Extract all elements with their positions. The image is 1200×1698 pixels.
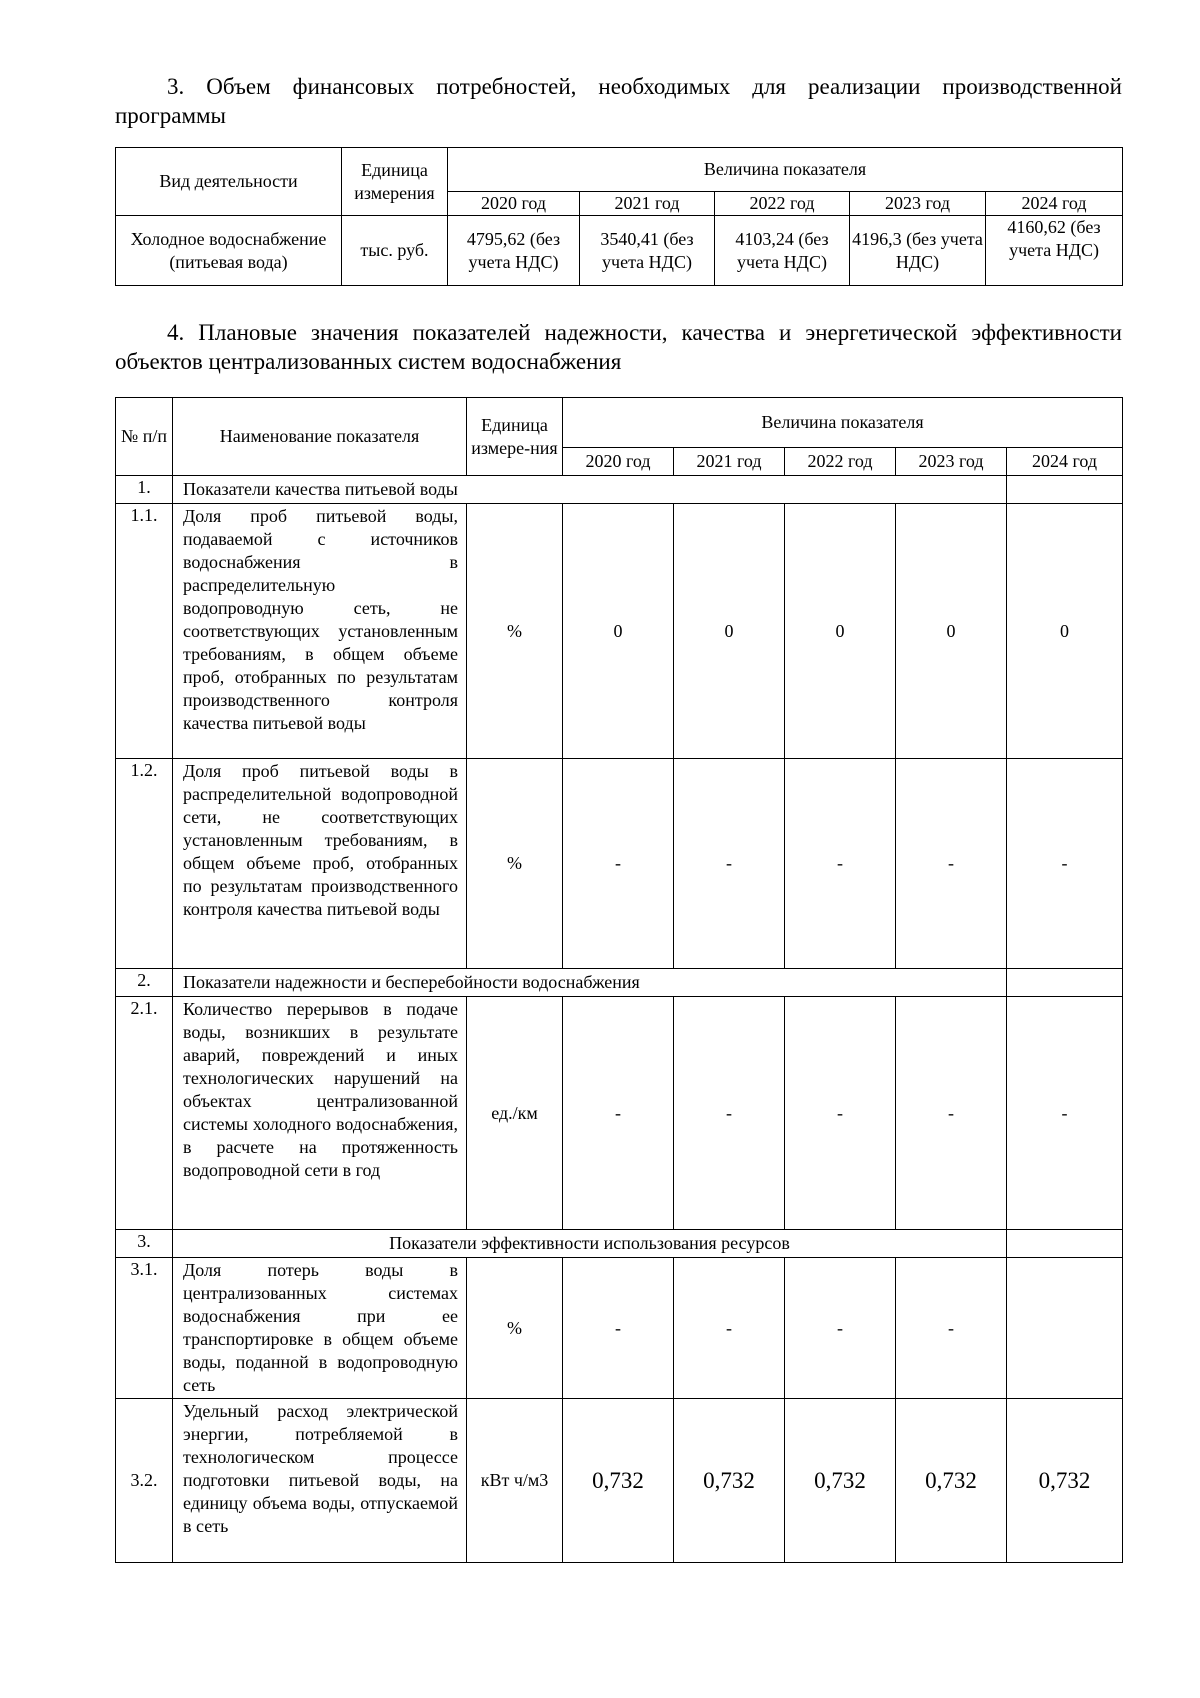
value-cell: - xyxy=(674,759,785,969)
value-cell xyxy=(1007,1258,1123,1399)
col-value-header: Величина показателя xyxy=(448,148,1123,192)
indicator-name: Доля проб питьевой воды в распределительной водопроводной сети, не соответствующих установленным требованиям, в общем объеме проб, отобранных по результатам производственного контроля качества питьевой воды xyxy=(173,759,467,969)
year-header: 2021 год xyxy=(580,192,715,216)
row-number: 1. xyxy=(116,476,173,504)
indicator-name: Доля потерь воды в централизованных системах водоснабжения при ее транспортировке в общем объеме воды, поданной в водопроводную сеть xyxy=(173,1258,467,1399)
value-cell: - xyxy=(1007,759,1123,969)
value-cell: - xyxy=(896,997,1007,1230)
unit-cell: тыс. руб. xyxy=(342,216,448,286)
table-row xyxy=(116,759,1123,969)
indicator-name: Доля проб питьевой воды, подаваемой с источников водоснабжения в распределительную водопроводную сеть, не соответствующих установленным требованиям, в общем объеме проб, отобранных по результатам производственного контроля качества питьевой воды xyxy=(173,504,467,759)
section-row xyxy=(116,1230,1123,1258)
section-3-heading: 3. Объем финансовых потребностей, необходимых для реализации производственной программы xyxy=(115,74,1122,128)
value-cell: 0,732 xyxy=(785,1399,896,1563)
value-cell: - xyxy=(785,997,896,1230)
row-number: 3.2. xyxy=(116,1399,173,1563)
value-cell: 0,732 xyxy=(896,1399,1007,1563)
value-cell: - xyxy=(563,997,674,1230)
col-activity-header: Вид деятельности xyxy=(116,148,342,216)
unit-cell: ед./км xyxy=(467,997,563,1230)
row-number: 1.1. xyxy=(116,504,173,759)
value-cell: - xyxy=(785,1258,896,1399)
value-cell: 4103,24 (без учета НДС) xyxy=(715,216,850,286)
year-header: 2023 год xyxy=(850,192,986,216)
col-unit-header: Единица измерения xyxy=(342,148,448,216)
value-cell: 0,732 xyxy=(674,1399,785,1563)
table-row xyxy=(116,504,1123,759)
year-header: 2024 год xyxy=(1007,448,1123,476)
row-number: 3.1. xyxy=(116,1258,173,1399)
value-cell: 3540,41 (без учета НДС) xyxy=(580,216,715,286)
year-header: 2020 год xyxy=(563,448,674,476)
value-cell: 0,732 xyxy=(1007,1399,1123,1563)
year-header: 2023 год xyxy=(896,448,1007,476)
table-row xyxy=(116,1258,1123,1399)
section-4-heading: 4. Плановые значения показателей надежности, качества и энергетической эффективности объектов централизованных систем водоснабжения xyxy=(115,320,1122,374)
value-cell: - xyxy=(674,1258,785,1399)
section-title: Показатели эффективности использования ресурсов xyxy=(173,1230,1007,1258)
value-cell: 0 xyxy=(785,504,896,759)
value-cell: - xyxy=(785,759,896,969)
value-cell: - xyxy=(674,997,785,1230)
row-number: 1.2. xyxy=(116,759,173,969)
value-cell: - xyxy=(563,759,674,969)
col-no-header: № п/п xyxy=(116,398,173,476)
financial-needs-table xyxy=(115,147,1123,286)
row-number: 3. xyxy=(116,1230,173,1258)
value-cell: 0,732 xyxy=(563,1399,674,1563)
empty-cell xyxy=(1007,1230,1123,1258)
year-header: 2024 год xyxy=(986,192,1123,216)
col-name-header: Наименование показателя xyxy=(173,398,467,476)
row-number: 2. xyxy=(116,969,173,997)
table-row xyxy=(116,216,1123,286)
value-cell: - xyxy=(896,759,1007,969)
section-title: Показатели надежности и бесперебойности водоснабжения xyxy=(173,969,1007,997)
value-cell: - xyxy=(563,1258,674,1399)
row-number: 2.1. xyxy=(116,997,173,1230)
empty-cell xyxy=(1007,476,1123,504)
unit-cell: % xyxy=(467,1258,563,1399)
value-cell: 0 xyxy=(896,504,1007,759)
table-row xyxy=(116,997,1123,1230)
value-cell: 0 xyxy=(1007,504,1123,759)
value-cell: 0 xyxy=(563,504,674,759)
year-header: 2022 год xyxy=(785,448,896,476)
section-title: Показатели качества питьевой воды xyxy=(173,476,1007,504)
year-header: 2020 год xyxy=(448,192,580,216)
performance-indicators-table xyxy=(115,397,1123,1563)
indicator-name: Удельный расход электрической энергии, потребляемой в технологическом процессе подготовки питьевой воды, на единицу объема воды, отпускаемой в сеть xyxy=(173,1399,467,1563)
indicator-name: Количество перерывов в подаче воды, возникших в результате аварий, повреждений и иных технологических нарушений на объектах централизованной системы холодного водоснабжения, в расчете на протяженность водопроводной сети в год xyxy=(173,997,467,1230)
unit-cell: кВт ч/м3 xyxy=(467,1399,563,1563)
unit-cell: % xyxy=(467,759,563,969)
value-cell: 4196,3 (без учета НДС) xyxy=(850,216,986,286)
year-header: 2022 год xyxy=(715,192,850,216)
section-row xyxy=(116,969,1123,997)
unit-cell: % xyxy=(467,504,563,759)
value-cell: 0 xyxy=(674,504,785,759)
col-unit-header: Единица измере-ния xyxy=(467,398,563,476)
value-cell: - xyxy=(896,1258,1007,1399)
value-cell: - xyxy=(1007,997,1123,1230)
table-row xyxy=(116,1399,1123,1563)
section-row xyxy=(116,476,1123,504)
year-header: 2021 год xyxy=(674,448,785,476)
empty-cell xyxy=(1007,969,1123,997)
value-cell: 4160,62 (без учета НДС) xyxy=(986,216,1123,286)
value-cell: 4795,62 (без учета НДС) xyxy=(448,216,580,286)
col-value-header: Величина показателя xyxy=(563,398,1123,448)
activity-cell: Холодное водоснабжение (питьевая вода) xyxy=(116,216,342,286)
